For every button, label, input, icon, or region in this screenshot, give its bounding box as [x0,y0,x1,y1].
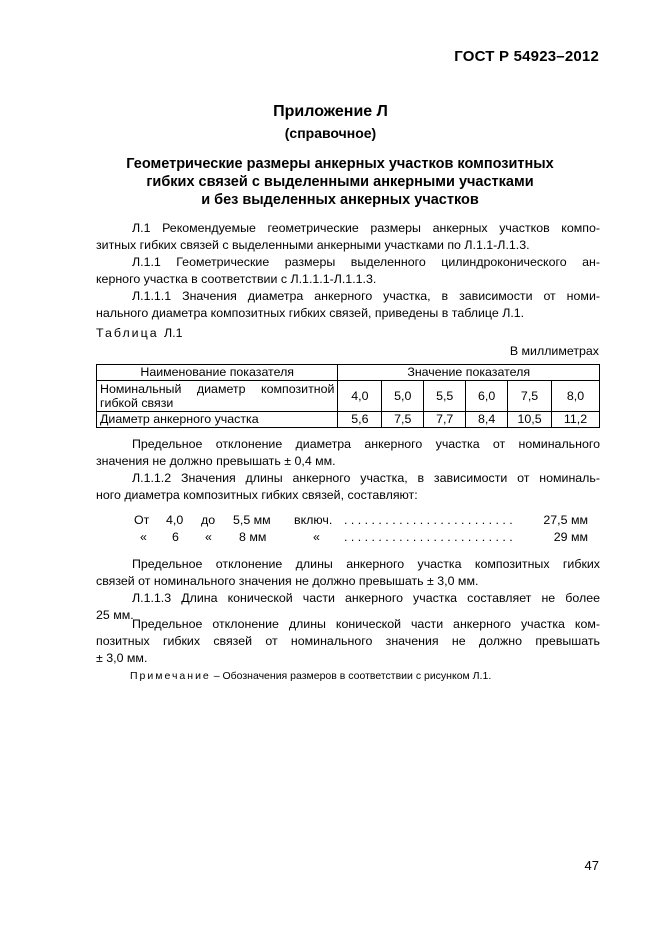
paragraph-l11 [96,254,600,288]
appendix-title: Приложение Л [273,103,388,120]
text-line: позитных гибких связей от номинального значения не должно превышать [96,634,600,648]
text-line: Л.1.1.1 Значения диаметра анкерного участка, в зависимости от номи- [132,289,600,303]
limit-to: до [201,513,216,527]
note-label: Примечание [130,670,211,682]
appendix-heading [80,155,600,209]
heading-line: гибких связей с выделенными анкерными участками [146,174,534,190]
text-line: 25 мм. [96,608,134,622]
table-row [97,412,600,428]
table-caption [96,326,183,340]
heading-line: Геометрические размеры анкерных участков композитных [126,156,554,172]
table-cell: 6,0 [466,381,508,412]
limit-value: 29 мм [553,530,588,544]
text-line: Предельное отклонение диаметра анкерного участка от номинального [132,437,600,451]
text-line: Л.1.1.3 Длина конической части анкерного участка составляет не более [132,591,600,605]
limit-from: « [140,530,147,544]
table-caption-number: Л.1 [164,326,183,340]
limit-min: 4,0 [166,513,184,527]
column-header: Наименование показателя [97,365,338,381]
paragraph-diameter-tolerance [96,436,600,470]
row-label [97,381,338,412]
limit-to: « [205,530,212,544]
paragraph-cone-tolerance [96,616,600,667]
row-label: Диаметр анкерного участка [97,412,338,428]
text-line: ± 3,0 мм. [96,651,148,665]
table-cell: 5,0 [382,381,424,412]
limit-max: 8 мм [239,530,267,544]
text-line: нального диаметра композитных гибких связей, приведены в таблице Л.1. [96,306,525,320]
text-line: Л.1 Рекомендуемые геометрические размеры анкерных участков компо- [132,221,600,235]
heading-line: и без выделенных анкерных участков [201,192,479,208]
table-header-row [97,365,600,381]
table-cell: 7,7 [424,412,466,428]
text-line: Л.1.1.2 Значения длины анкерного участка, в зависимости от номиналь- [132,471,600,485]
table-caption-label: Таблица [96,326,159,340]
table-cell: 8,0 [552,381,600,412]
row-label-line: гибкой связи [100,396,174,410]
length-limits [96,513,600,547]
text-line: Предельное отклонение длины анкерного участка композитных гибких [132,557,600,571]
paragraph-l111 [96,288,600,322]
standard-code: ГОСТ Р 54923–2012 [454,48,599,65]
text-line: связей от номинального значения не должно превышать ± 3,0 мм. [96,574,479,588]
table-units: В миллиметрах [509,344,599,358]
table-cell: 11,2 [552,412,600,428]
table-cell: 7,5 [508,381,552,412]
limit-incl: включ. [294,513,333,527]
limit-row [96,513,600,530]
text-line: зитных гибких связей с выделенными анкерными участками по Л.1.1-Л.1.3. [96,238,530,252]
leader-dots: . . . . . . . . . . . . . . . . . . . . . . . . . [344,513,513,527]
table-cell: 8,4 [466,412,508,428]
paragraph-length-tolerance [96,556,600,590]
table-cell: 4,0 [338,381,382,412]
leader-dots: . . . . . . . . . . . . . . . . . . . . . . . . . [344,530,513,544]
table-cell: 5,6 [338,412,382,428]
row-label-line: Номинальный диаметр композитной [100,382,335,396]
table-cell: 5,5 [424,381,466,412]
paragraph-l112 [96,470,600,504]
limit-incl: « [313,530,320,544]
appendix-subtitle: (справочное) [284,125,377,141]
paragraph-l1 [96,220,600,254]
text-line: керного участка в соответствии с Л.1.1.1-Л.1.1.3. [96,272,377,286]
page-number: 47 [584,858,599,873]
note-text: – Обозначения размеров в соответствии с рисунком Л.1. [210,670,492,682]
table-cell: 7,5 [382,412,424,428]
table-cell: 10,5 [508,412,552,428]
limit-from: От [134,513,150,527]
limit-min: 6 [172,530,179,544]
data-table [96,364,600,428]
limit-max: 5,5 мм [233,513,271,527]
limit-row [96,530,600,547]
text-line: Предельное отклонение длины конической части анкерного участка ком- [132,617,600,631]
text-line: ного диаметра композитных гибких связей, составляют: [96,488,418,502]
text-line: значения не должно превышать ± 0,4 мм. [96,454,336,468]
limit-value: 27,5 мм [543,513,588,527]
text-line: Л.1.1 Геометрические размеры выделенного цилиндроконического ан- [132,255,600,269]
table-row [97,381,600,412]
note [130,670,491,682]
column-header: Значение показателя [338,365,600,381]
